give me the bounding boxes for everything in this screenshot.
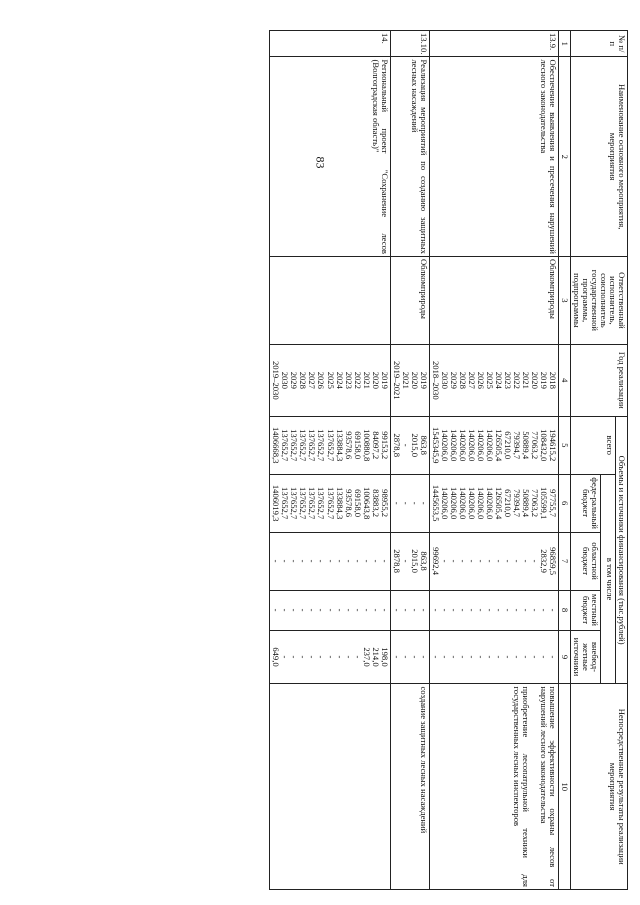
table-row: [429, 31, 558, 890]
value-line: 137652,7: [316, 487, 327, 520]
value-line: -: [448, 608, 459, 612]
extra-values: [429, 630, 558, 684]
value-line: 2878,8: [391, 549, 402, 573]
value-line: 97755,7: [547, 489, 558, 518]
rotated-table-area: [156, 30, 628, 890]
value-line: 137652,7: [289, 429, 300, 462]
value-line: -: [493, 608, 504, 612]
value-line: -: [409, 608, 420, 612]
col-number: 9: [558, 630, 570, 684]
value-line: 2015,0: [409, 549, 420, 573]
value-line: 140206,0: [484, 487, 495, 520]
value-line: 79394,7: [511, 489, 522, 518]
value-line: 237,0: [361, 647, 372, 667]
executor: Облкомприроды: [429, 256, 558, 344]
row-number: 13.10.: [390, 31, 429, 57]
local-values: [270, 590, 390, 630]
value-line: 93578,6: [343, 431, 354, 460]
value-line: 2023: [343, 371, 354, 389]
value-line: 214,0: [370, 647, 381, 667]
table-row: [390, 31, 429, 890]
value-line: -: [520, 655, 531, 659]
executor: Облкомприроды: [390, 256, 429, 344]
value-line: 140206,0: [466, 429, 477, 462]
result-text: [390, 684, 429, 890]
value-line: 140206,0: [466, 487, 477, 520]
value-line: -: [343, 655, 354, 659]
value-line: -: [502, 655, 513, 659]
value-line: -: [529, 608, 540, 612]
value-line: 2019–2030: [271, 360, 282, 400]
value-line: -: [391, 655, 402, 659]
value-line: -: [409, 501, 420, 505]
value-line: -: [409, 655, 420, 659]
value-line: 2027: [307, 371, 318, 389]
value-line: -: [502, 559, 513, 563]
value-line: 137652,7: [307, 429, 318, 462]
result-paragraph: повышение эффективности охраны лесов от нарушений лесного законодательства: [538, 686, 558, 887]
value-line: -: [370, 608, 381, 612]
value-line: 67210,0: [502, 431, 513, 460]
regional-values: [390, 532, 429, 590]
value-line: -: [334, 559, 345, 563]
value-line: -: [307, 655, 318, 659]
col-number: 3: [558, 256, 570, 344]
header-result: Непосредственные результаты реализации мероприятия: [570, 684, 627, 890]
value-line: 96859,5: [547, 547, 558, 576]
value-line: -: [361, 608, 372, 612]
value-line: -: [316, 559, 327, 563]
value-line: 84097,2: [370, 431, 381, 460]
value-line: 137652,7: [280, 429, 291, 462]
value-line: 100880,8: [361, 429, 372, 462]
value-line: 1545345,9: [430, 426, 441, 464]
col-number: 10: [558, 684, 570, 890]
value-line: 50889,4: [520, 489, 531, 518]
header-extra: внебюд-жетные источники: [570, 630, 600, 684]
value-line: -: [493, 559, 504, 563]
header-local: местный бюджет: [570, 590, 600, 630]
header-federal: феде-ральный бюджет: [570, 474, 600, 532]
value-line: -: [511, 559, 522, 563]
value-line: 137652,7: [280, 487, 291, 520]
value-line: 50889,4: [520, 431, 531, 460]
value-line: -: [280, 655, 291, 659]
value-line: -: [529, 655, 540, 659]
value-line: 2024: [493, 371, 504, 389]
column-number-row: [558, 31, 570, 890]
federal-values: [390, 474, 429, 532]
value-line: -: [289, 608, 300, 612]
col-number: 2: [558, 57, 570, 256]
value-line: -: [457, 655, 468, 659]
value-line: 137652,7: [325, 487, 336, 520]
value-line: 140206,0: [484, 429, 495, 462]
value-line: 863,8: [418, 551, 429, 571]
value-line: -: [418, 655, 429, 659]
total-values: [390, 416, 429, 474]
value-line: 2026: [475, 371, 486, 389]
value-line: -: [466, 559, 477, 563]
value-line: -: [439, 608, 450, 612]
value-line: -: [298, 655, 309, 659]
value-line: -: [271, 608, 282, 612]
value-line: -: [316, 655, 327, 659]
value-line: 194615,2: [547, 429, 558, 462]
value-line: -: [352, 655, 363, 659]
value-line: 2018–2030: [430, 360, 441, 400]
value-line: -: [418, 501, 429, 505]
value-line: 1406668,3: [271, 426, 282, 464]
value-line: -: [484, 608, 495, 612]
value-line: 140206,0: [457, 429, 468, 462]
value-line: -: [271, 559, 282, 563]
value-line: 2025: [325, 371, 336, 389]
value-line: 863,8: [418, 435, 429, 455]
result-paragraph: приобретение лесопатрульной техники для государственных лесных инспекторов: [511, 686, 531, 887]
value-line: 2025: [484, 371, 495, 389]
value-line: -: [400, 501, 411, 505]
value-line: 2020: [529, 371, 540, 389]
col-number: 8: [558, 590, 570, 630]
value-line: -: [343, 559, 354, 563]
value-line: 126505,4: [493, 487, 504, 520]
value-line: 2022: [352, 371, 363, 389]
value-line: -: [352, 559, 363, 563]
years-list: [270, 344, 390, 416]
value-line: 93578,6: [343, 489, 354, 518]
row-number: 13.9.: [429, 31, 558, 57]
value-line: -: [307, 559, 318, 563]
value-line: -: [511, 608, 522, 612]
value-line: 77063,2: [529, 431, 540, 460]
value-line: -: [448, 559, 459, 563]
federal-values: [270, 474, 390, 532]
value-line: 133884,3: [334, 487, 345, 520]
value-line: -: [520, 608, 531, 612]
value-line: -: [400, 559, 411, 563]
value-line: 140206,0: [439, 429, 450, 462]
value-line: 2028: [298, 371, 309, 389]
header-financing: Объемы и источники финансирования (тыс.рублей): [615, 416, 627, 684]
value-line: 100643,8: [361, 487, 372, 520]
value-line: -: [370, 559, 381, 563]
value-line: 2023: [502, 371, 513, 389]
value-line: 1445653,5: [430, 484, 441, 522]
value-line: 2019: [538, 371, 549, 389]
value-line: 2029: [448, 371, 459, 389]
value-line: 2020: [409, 371, 420, 389]
value-line: 140206,0: [457, 487, 468, 520]
value-line: -: [457, 559, 468, 563]
value-line: 77063,2: [529, 489, 540, 518]
table-row: [270, 31, 390, 890]
value-line: -: [325, 559, 336, 563]
value-line: -: [502, 608, 513, 612]
result-paragraph: создание защитных лесных насаждений: [418, 686, 429, 834]
value-line: 2021: [400, 371, 411, 389]
value-line: -: [400, 443, 411, 447]
value-line: -: [547, 655, 558, 659]
value-line: 137652,7: [298, 487, 309, 520]
result-text: [270, 684, 390, 890]
value-line: 2026: [316, 371, 327, 389]
value-line: -: [475, 608, 486, 612]
value-line: -: [391, 501, 402, 505]
value-line: -: [418, 608, 429, 612]
result-text: [429, 684, 558, 890]
value-line: -: [511, 655, 522, 659]
regional-values: [270, 532, 390, 590]
total-values: [429, 416, 558, 474]
value-line: -: [484, 655, 495, 659]
value-line: 137652,7: [307, 487, 318, 520]
value-line: 137652,7: [316, 429, 327, 462]
value-line: 198,0: [379, 647, 390, 667]
value-line: 2018: [547, 371, 558, 389]
value-line: -: [298, 608, 309, 612]
local-values: [429, 590, 558, 630]
value-line: 69158,0: [352, 489, 363, 518]
value-line: -: [538, 655, 549, 659]
value-line: -: [430, 608, 441, 612]
value-line: -: [307, 608, 318, 612]
value-line: 140206,0: [439, 487, 450, 520]
value-line: -: [316, 608, 327, 612]
value-line: -: [280, 608, 291, 612]
extra-values: [390, 630, 429, 684]
years-list: [429, 344, 558, 416]
value-line: -: [280, 559, 291, 563]
value-line: 2024: [334, 371, 345, 389]
value-line: 2030: [280, 371, 291, 389]
total-values: [270, 416, 390, 474]
value-line: -: [325, 655, 336, 659]
value-line: -: [439, 655, 450, 659]
row-number: 14.: [270, 31, 390, 57]
value-line: 2019: [418, 371, 429, 389]
value-line: 67210,0: [502, 489, 513, 518]
financing-table: [269, 30, 628, 890]
header-executor: Ответственный исполнитель, соисполнитель государственной программы, подпрограммы: [570, 256, 627, 344]
value-line: 79394,7: [511, 431, 522, 460]
value-line: 133884,3: [334, 429, 345, 462]
value-line: -: [520, 559, 531, 563]
value-line: 2029: [289, 371, 300, 389]
value-line: 2021: [361, 371, 372, 389]
value-line: -: [334, 655, 345, 659]
value-line: -: [400, 608, 411, 612]
extra-values: [270, 630, 390, 684]
value-line: -: [484, 559, 495, 563]
value-line: 83883,2: [370, 489, 381, 518]
measure-name: Региональный проект "Сохранение лесов (Волгоградская область)": [270, 57, 390, 256]
value-line: -: [439, 559, 450, 563]
value-line: 2015,0: [409, 433, 420, 458]
value-line: -: [379, 559, 390, 563]
value-line: 140206,0: [475, 429, 486, 462]
measure-name: Реализация мероприятий по созданию защитных лесных насаждений: [390, 57, 429, 256]
header-year: Год реализации: [570, 344, 627, 416]
value-line: -: [475, 559, 486, 563]
col-number: 6: [558, 474, 570, 532]
value-line: -: [448, 655, 459, 659]
header-total: всего: [570, 416, 615, 474]
value-line: -: [343, 608, 354, 612]
value-line: -: [430, 655, 441, 659]
value-line: 2021: [520, 371, 531, 389]
value-line: -: [289, 559, 300, 563]
value-line: -: [361, 559, 372, 563]
value-line: 98955,2: [379, 489, 390, 518]
value-line: -: [466, 608, 477, 612]
value-line: 2019: [379, 371, 390, 389]
value-line: -: [298, 559, 309, 563]
value-line: -: [352, 608, 363, 612]
years-list: [390, 344, 429, 416]
value-line: 140206,0: [475, 487, 486, 520]
value-line: -: [391, 608, 402, 612]
local-values: [390, 590, 429, 630]
col-number: 4: [558, 344, 570, 416]
measure-name: Обеспечение выявления и пресечения нарушений лесного законодательства: [429, 57, 558, 256]
col-number: 5: [558, 416, 570, 474]
value-line: -: [493, 655, 504, 659]
regional-values: [429, 532, 558, 590]
value-line: 108432,0: [538, 429, 549, 462]
value-line: 140206,0: [448, 487, 459, 520]
header-regional: областной бюджет: [570, 532, 600, 590]
value-line: 99692,4: [430, 547, 441, 576]
value-line: 1406019,3: [271, 484, 282, 522]
value-line: -: [457, 608, 468, 612]
value-line: -: [289, 655, 300, 659]
value-line: -: [547, 608, 558, 612]
page-number: 83: [313, 156, 328, 169]
value-line: 69158,0: [352, 431, 363, 460]
value-line: 99153,2: [379, 431, 390, 460]
col-number: 1: [558, 31, 570, 57]
value-line: 2020: [370, 371, 381, 389]
value-line: 2019–2021: [391, 360, 402, 400]
value-line: -: [475, 655, 486, 659]
col-number: 7: [558, 532, 570, 590]
value-line: 2030: [439, 371, 450, 389]
value-line: 2028: [457, 371, 468, 389]
value-line: 140206,0: [448, 429, 459, 462]
value-line: -: [466, 655, 477, 659]
value-line: 137652,7: [298, 429, 309, 462]
value-line: -: [334, 608, 345, 612]
value-line: 105599,1: [538, 487, 549, 520]
value-line: 137652,7: [289, 487, 300, 520]
value-line: 649,0: [271, 647, 282, 667]
value-line: 126505,4: [493, 429, 504, 462]
value-line: 2832,9: [538, 549, 549, 573]
value-line: -: [538, 608, 549, 612]
value-line: -: [379, 608, 390, 612]
header-name: Наименование основного мероприятия, мероприятия: [570, 57, 627, 256]
value-line: 2022: [511, 371, 522, 389]
value-line: 2878,8: [391, 433, 402, 458]
value-line: 137652,7: [325, 429, 336, 462]
value-line: -: [325, 608, 336, 612]
value-line: -: [400, 655, 411, 659]
value-line: 2027: [466, 371, 477, 389]
header-num: № п/п: [570, 31, 627, 57]
federal-values: [429, 474, 558, 532]
executor: [270, 256, 390, 344]
header-row-1: [615, 31, 627, 890]
value-line: -: [529, 559, 540, 563]
header-incl: в том числе: [600, 474, 615, 684]
